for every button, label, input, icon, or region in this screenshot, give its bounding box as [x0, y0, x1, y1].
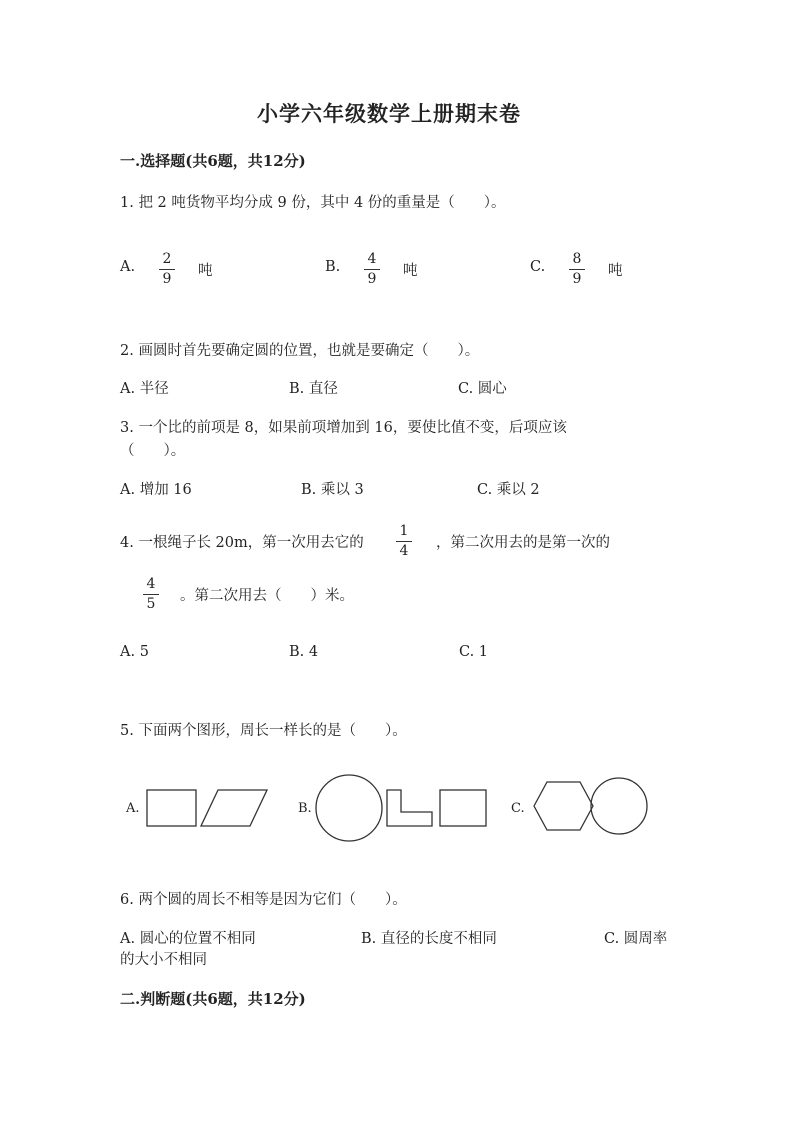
option-label: B. — [325, 259, 341, 275]
question-4-stem: 4. 一根绳子长 20m，第一次用去它的 — [120, 535, 364, 551]
fraction-numerator: 4 — [146, 576, 156, 592]
question-3-option-c[interactable]: C. 乘以 2 — [477, 482, 540, 498]
question-3-stem-continued: （ ）。 — [120, 443, 186, 459]
circle-figure — [316, 775, 382, 841]
question-5-option-b-label[interactable]: B. — [298, 801, 312, 816]
question-3-stem: 3. 一个比的前项是 8，如果前项增加到 16，要使比值不变，后项应该 — [120, 420, 567, 436]
question-4-stem-end: 。第二次用去（ ）米。 — [180, 588, 354, 604]
parallelogram-figure — [201, 790, 267, 826]
circle-figure-c — [591, 778, 647, 834]
question-2-option-a[interactable]: A. 半径 — [120, 381, 169, 397]
question-5-stem: 5. 下面两个图形，周长一样长的是（ ）。 — [120, 723, 407, 739]
option-unit: 吨 — [198, 263, 213, 279]
question-6-stem: 6. 两个圆的周长不相等是因为它们（ ）。 — [120, 892, 407, 908]
question-2-option-c[interactable]: C. 圆心 — [458, 381, 507, 397]
fraction-numerator: 4 — [367, 251, 377, 267]
fraction-numerator: 1 — [399, 523, 409, 539]
rectangle-figure — [440, 790, 486, 826]
section-heading-true-false: 二.判断题(共6题，共12分) — [120, 990, 306, 1008]
question-1-stem: 1. 把 2 吨货物平均分成 9 份，其中 4 份的重量是（ ）。 — [120, 195, 506, 211]
question-2-option-b[interactable]: B. 直径 — [289, 381, 338, 397]
fraction-denominator: 4 — [399, 543, 409, 559]
question-3-option-b[interactable]: B. 乘以 3 — [301, 482, 364, 498]
question-4-stem-middle: ，第二次用去的是第一次的 — [436, 535, 610, 551]
page-title: 小学六年级数学上册期末卷 — [257, 101, 521, 126]
question-2-stem: 2. 画圆时首先要确定圆的位置，也就是要确定（ ）。 — [120, 343, 480, 359]
square-figure — [147, 790, 196, 826]
question-5-option-a-label[interactable]: A. — [126, 801, 140, 816]
fraction-denominator: 9 — [367, 271, 377, 287]
fraction-denominator: 9 — [162, 271, 172, 287]
question-4-option-b[interactable]: B. 4 — [289, 644, 319, 660]
fraction-denominator: 5 — [146, 596, 156, 612]
question-5-option-c-label[interactable]: C. — [511, 801, 525, 816]
question-6-option-c[interactable]: C. 圆周率 — [604, 931, 668, 947]
option-label: C. — [530, 259, 546, 275]
option-unit: 吨 — [403, 263, 418, 279]
hexagon-figure — [534, 782, 593, 830]
question-6-option-c-continued: 的大小不相同 — [120, 952, 207, 968]
section-heading-multiple-choice: 一.选择题(共6题，共12分) — [120, 152, 306, 170]
question-6-option-b[interactable]: B. 直径的长度不相同 — [361, 931, 497, 947]
fraction-denominator: 9 — [572, 271, 582, 287]
option-unit: 吨 — [608, 263, 623, 279]
question-6-option-a[interactable]: A. 圆心的位置不相同 — [120, 931, 256, 947]
l-shape-figure — [387, 790, 432, 826]
question-3-option-a[interactable]: A. 增加 16 — [120, 482, 192, 498]
fraction-numerator: 8 — [572, 251, 582, 267]
question-4-option-c[interactable]: C. 1 — [459, 644, 489, 660]
fraction-numerator: 2 — [162, 251, 172, 267]
question-4-option-a[interactable]: A. 5 — [120, 644, 149, 660]
option-label: A. — [120, 259, 136, 275]
